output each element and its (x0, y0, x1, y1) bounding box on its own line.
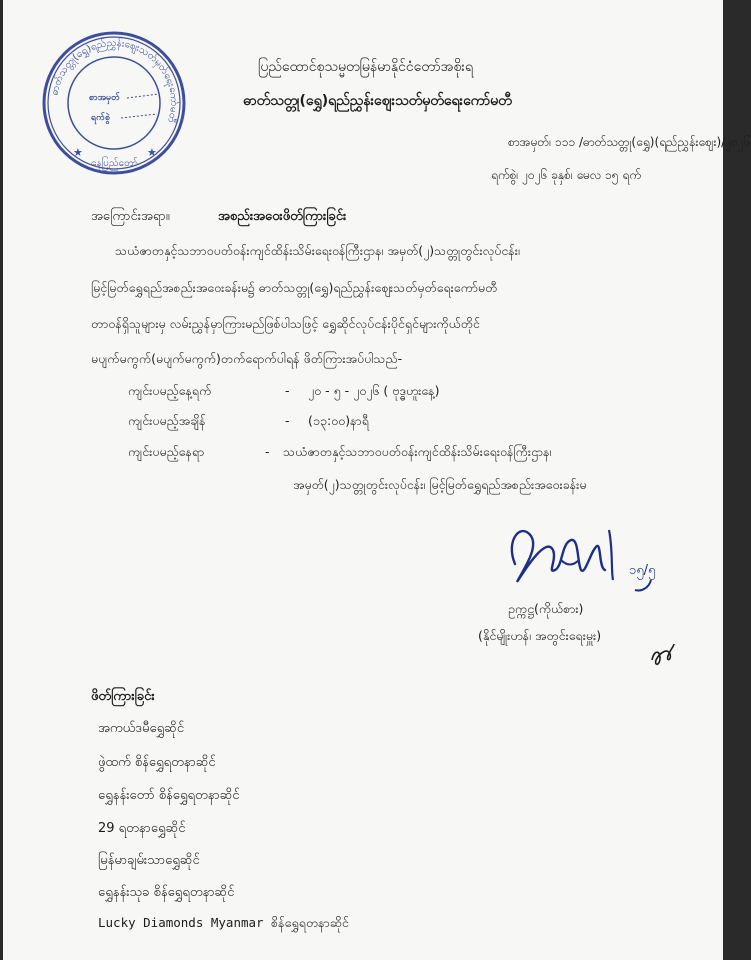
signatory-role: ဥက္ကဋ္ဌ(ကိုယ်စား) (508, 601, 584, 616)
detail-date-label: ကျင်းပမည့်နေ့ရက် (128, 383, 212, 398)
subject-text: အစည်းအဝေးဖိတ်ကြားခြင်း (218, 209, 347, 224)
detail-time-value: (၁၃:၀၀)နာရီ (308, 413, 369, 428)
seal-star-right: ★ (147, 146, 157, 159)
cc-title: ဖိတ်ကြားခြင်း (91, 689, 155, 704)
official-seal-stamp (39, 28, 189, 178)
body-line-4: မပျက်မကွက်(မပျက်မကွက်)တက်ရောက်ပါရန် ဖိတ်ကြားအပ်ပါသည်- (91, 351, 403, 366)
seal-field-date: ရက်စွဲ (91, 113, 111, 123)
seal-bottom-text: နေပြည်တော် (91, 158, 138, 169)
cc-item: အကယ်ဒမီရွှေဆိုင် (98, 721, 185, 736)
detail-venue-value: သယံဇာတနှင့်သဘာဝပတ်ဝန်းကျင်ထိန်းသိမ်းရေးဝန်ကြီးဌာန၊ (283, 444, 552, 459)
body-line-3: တာဝန်ရှိသူများမှ လမ်းညွှန်မှာကြားမည်ဖြစ်ပါသဖြင့် ရွှေဆိုင်လုပ်ငန်းပိုင်ရှင်များကိုယ်တိုင် (91, 316, 480, 331)
detail-time-label: ကျင်းပမည့်အချိန် (128, 413, 206, 428)
government-title: ပြည်ထောင်စုသမ္မတမြန်မာနိုင်ငံတော်အစိုးရ (258, 59, 473, 75)
reference-number: စာအမှတ်၊ ၁၁၁ /ဓာတ်သတ္တု(ရွှေ)(ရည်ညွှန်းဈေး)/၂၀၂၆ (508, 135, 751, 149)
document-page (3, 0, 751, 960)
seal-field-ref: စာအမှတ် (89, 93, 120, 103)
detail-date-value: ၂၀ - ၅ - ၂၀၂၆ ( ဗုဒ္ဓဟူးနေ့) (308, 383, 440, 398)
detail-venue-value-line2: အမှတ်(၂)သတ္တုတွင်းလုပ်ငန်း၊ မြင့်မြတ်ရွှေရည်အစည်းအဝေးခန်းမ (293, 477, 587, 492)
signatory-name: (နိုင်မျိုးဟန်၊ အတွင်းရေးမှူး) (478, 628, 602, 643)
committee-title: ဓာတ်သတ္တု(ရွှေ)ရည်ညွှန်းဈေးသတ်မှတ်ရေးကော်မတီ (243, 93, 512, 109)
body-line-2: မြင့်မြတ်ရွှေရည်အစည်းအဝေးခန်းမ၌ ဓာတ်သတ္တု(ရွှေ)ရည်ညွှန်းဈေးသတ်မှတ်ရေးကော်မတီ (91, 280, 498, 295)
subject-label: အကြောင်းအရာ။ (91, 209, 170, 224)
body-line-1: သယံဇာတနှင့်သဘာဝပတ်ဝန်းကျင်ထိန်းသိမ်းရေးဝန်ကြီးဌာန၊ အမှတ်(၂)သတ္တုတွင်းလုပ်ငန်း၊ (115, 243, 520, 258)
seal-ring-text: ဓာတ်သတ္တု(ရွှေ)ရည်ညွှန်းဈေးသတ်မှတ်ရေးကော်မတီ (49, 37, 180, 124)
cc-item: ရွှေနန်းသုခ စိန်ရွှေရတနာဆိုင် (98, 885, 235, 900)
detail-venue-dash: - (265, 444, 270, 459)
initials-mark (648, 640, 676, 672)
cc-item: ဖွဲထက် စိန်ရွှေရတနာဆိုင် (98, 755, 216, 770)
detail-venue-label: ကျင်းပမည့်နေရာ (128, 444, 205, 459)
cc-item: 29 ရတနာရွှေဆိုင် (98, 821, 186, 836)
signature-date-mark: ၁၅/၅ (629, 563, 656, 578)
document-date: ရက်စွဲ၊ ၂၀၂၆ ခုနှစ်၊ မေလ ၁၅ ရက် (491, 168, 641, 182)
cc-item: ရွှေနန်းတော် စိန်ရွှေရတနာဆိုင် (98, 788, 240, 803)
detail-date-dash: - (285, 383, 290, 398)
handwritten-signature (501, 520, 671, 592)
cc-item: Lucky Diamonds Myanmar စိန်ရွှေရတနာဆိုင် (98, 915, 349, 930)
detail-time-dash: - (285, 413, 290, 428)
seal-star-left: ★ (73, 146, 83, 159)
cc-item: မြန်မာချမ်းသာရွှေဆိုင် (98, 853, 200, 868)
